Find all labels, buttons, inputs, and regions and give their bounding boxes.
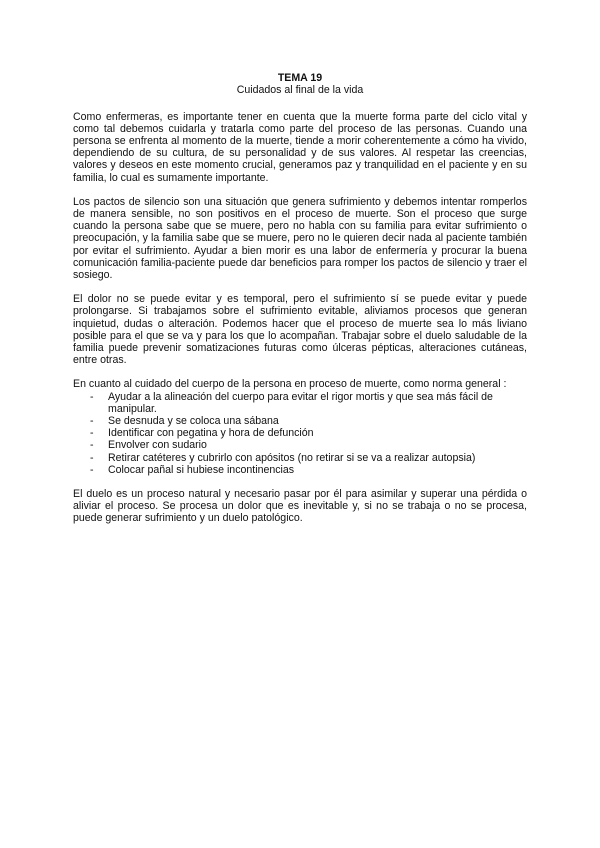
list-item-text: Se desnuda y se coloca una sábana <box>108 414 279 427</box>
list-item <box>73 391 527 415</box>
list-item <box>73 464 527 476</box>
list-item-text: Retirar catéteres y cubrirlo con apósitos (no retirar si se va a realizar autopsia) <box>108 451 476 464</box>
list-dash: - <box>90 451 94 464</box>
list-item <box>73 415 527 427</box>
list-item-text: Identificar con pegatina y hora de defunción <box>108 427 314 440</box>
document-page <box>73 72 527 537</box>
paragraph-death-care: Como enfermeras, es importante tener en cuenta que la muerte forma parte del ciclo vital y como tal debemos cuidarla y tratarla como parte del proceso de las personas. Cuando una persona se enfrenta al momento de la muerte, tiende a morir coherentemente a cómo ha vivido, dependiendo de su cultura, de su personalidad y de sus valores. Al respetar las creencias, valores y deseos en este momento crucial, generamos paz y tranquilidad en el paciente y en su familia, lo cual es sumamente importante. <box>73 110 527 184</box>
paragraph-grief: El duelo es un proceso natural y necesario pasar por él para asimilar y superar una pérdida o aliviar el proceso. Se procesa un dolor que es inevitable y, si no se trabaja o no se procesa, puede generar sufrimiento y un duelo patológico. <box>73 487 527 525</box>
document-title: TEMA 19 <box>277 72 323 84</box>
list-item-text: Ayudar a la alineación del cuerpo para evitar el rigor mortis y que sea más fácil de manipular. <box>108 390 493 415</box>
list-item-text: Envolver con sudario <box>108 439 207 452</box>
list-item <box>73 452 527 464</box>
list-intro: En cuanto al cuidado del cuerpo de la persona en proceso de muerte, como norma general : <box>73 378 507 391</box>
list-item <box>73 439 527 451</box>
paragraph-silence-pacts: Los pactos de silencio son una situación que genera sufrimiento y debemos intentar romperlos de manera sensible, no son positivos en el proceso de muerte. Son el proceso que surge cuando la persona sabe que se muere, pero no habla con su familia para evitar sufrimiento o preocupación, y la familia sabe que se muere, pero no le quieren decir nada al paciente también por evitar el sufrimiento. Ayudar a bien morir es una labor de enfermería y procurar la buena comunicación familia-paciente puede dar beneficios para romper los pactos de silencio y traer el sosiego. <box>73 195 527 281</box>
list-item-text: Colocar pañal si hubiese incontinencias <box>108 463 295 476</box>
list-dash: - <box>90 427 94 440</box>
list-dash: - <box>90 390 94 403</box>
list-dash: - <box>90 439 94 452</box>
paragraph-pain-suffering: El dolor no se puede evitar y es temporal, pero el sufrimiento sí se puede evitar y puede prolongarse. Si trabajamos sobre el sufrimiento evitable, aliviamos procesos que generan inquietud, dudas o alteración. Podemos hacer que el proceso de muerte sea lo más liviano posible para el que se va y para los que lo acompañan. Trabajar sobre el duelo saludable de la familia puede prevenir somatizaciones futuras como úlceras pépticas, alteraciones cutáneas, entre otras. <box>73 293 527 367</box>
body-care-list <box>73 391 527 476</box>
list-dash: - <box>90 463 94 476</box>
list-dash: - <box>90 414 94 427</box>
document-subtitle: Cuidados al final de la vida <box>236 84 364 96</box>
list-item <box>73 427 527 439</box>
